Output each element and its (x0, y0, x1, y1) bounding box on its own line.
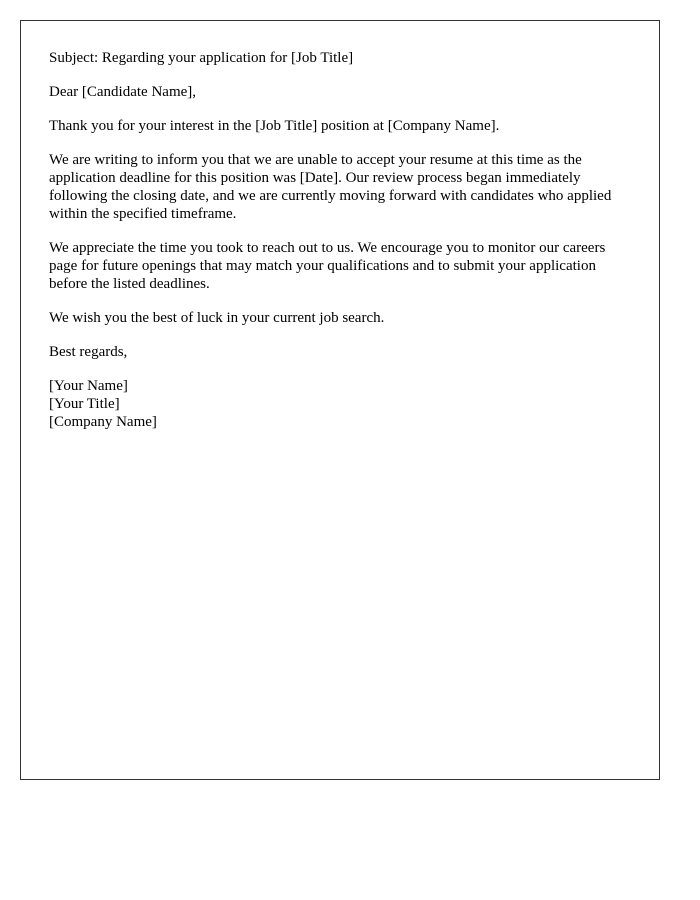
signature-title: [Your Title] (49, 396, 120, 412)
letter-subject: Subject: Regarding your application for [Job Title] (49, 50, 354, 66)
letter-salutation: Dear [Candidate Name], (49, 84, 197, 100)
letter-paragraph-encourage: We appreciate the time you took to reach out to us. We encourage you to monitor our careers page for future openings that may match your qualifications and to submit your application before the listed deadlines. (49, 240, 606, 292)
signature-name: [Your Name] (49, 378, 128, 394)
letter-paragraph-deadline: We are writing to inform you that we are unable to accept your resume at this time as the application deadline for this position was [Date]. Our review process began immediately following the closing date, and we are currently moving forward with candidates who applied within the specified timeframe. (49, 152, 612, 222)
letter-signature (49, 377, 631, 431)
signature-company: [Company Name] (49, 414, 157, 430)
letter-container (20, 20, 660, 780)
letter-paragraph-wishes: We wish you the best of luck in your current job search. (49, 310, 385, 326)
letter-closing: Best regards, (49, 344, 128, 360)
letter-paragraph-thanks: Thank you for your interest in the [Job Title] position at [Company Name]. (49, 118, 500, 134)
